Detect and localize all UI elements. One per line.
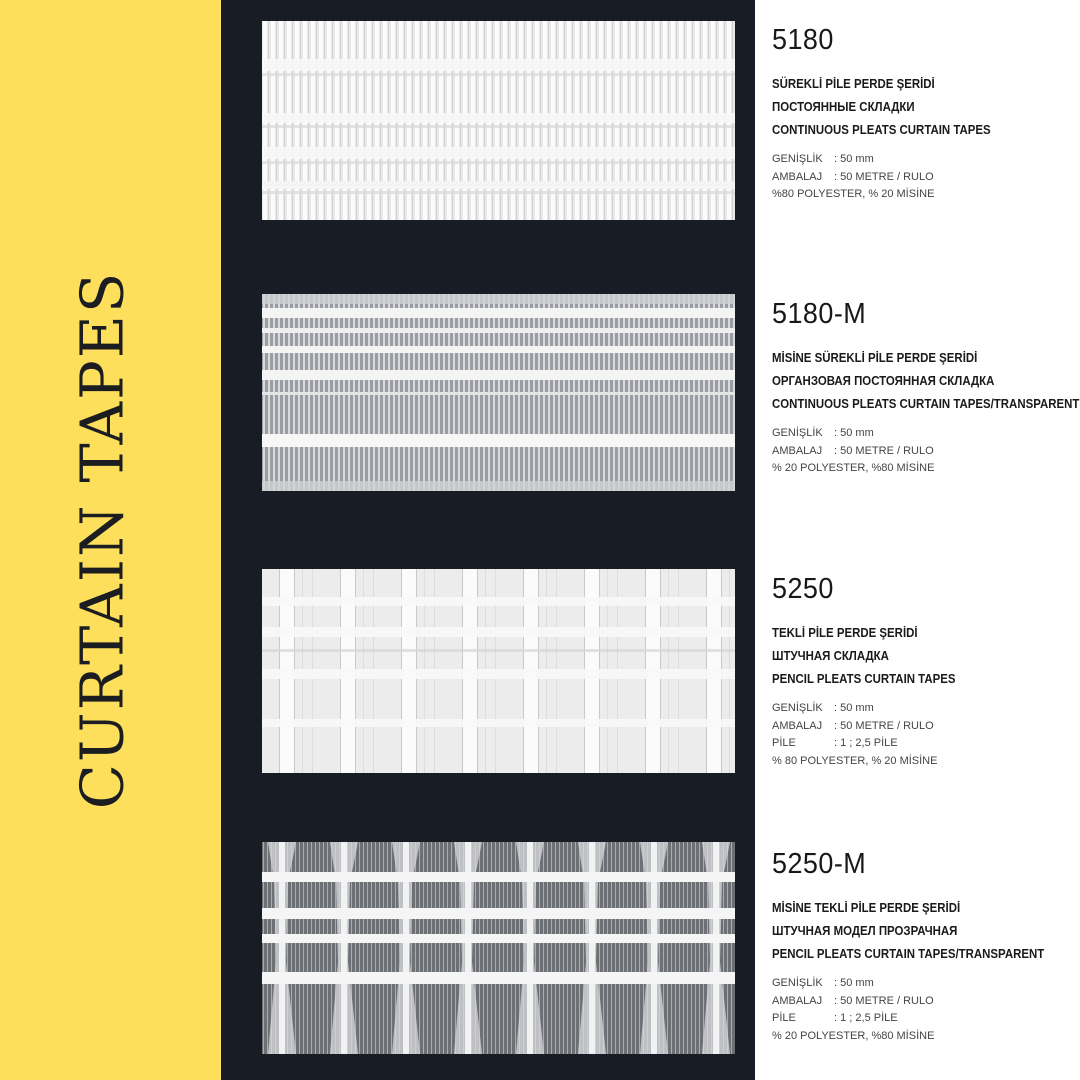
side-title: CURTAIN TAPES [67, 270, 137, 810]
spec-packaging: AMBALAJ : 50 METRE / RULO [772, 170, 934, 183]
product-name-ru: ШТУЧНАЯ СКЛАДКА [772, 648, 889, 663]
spec-packaging: AMBALAJ : 50 METRE / RULO [772, 719, 934, 732]
spec-packaging: AMBALAJ : 50 METRE / RULO [772, 994, 934, 1007]
yellow-side-panel [0, 0, 221, 1080]
product-name-en: CONTINUOUS PLEATS CURTAIN TAPES/TRANSPARENT [772, 396, 1080, 411]
product-code: 5250 [772, 573, 834, 605]
product-5180-info [772, 24, 1072, 204]
product-5180-m-info [772, 298, 1080, 478]
spec-pleat: PİLE : 1 ; 2,5 PİLE [772, 1012, 898, 1024]
spec-composition: % 20 POLYESTER, %80 MİSİNE [772, 462, 935, 474]
product-code: 5180 [772, 24, 834, 56]
product-specs [772, 975, 1072, 1045]
product-name-en: PENCIL PLEATS CURTAIN TAPES/TRANSPARENT [772, 946, 1045, 961]
spec-pleat: PİLE : 1 ; 2,5 PİLE [772, 737, 898, 749]
product-code: 5180-M [772, 298, 867, 330]
product-specs [772, 425, 1072, 478]
spec-width: GENİŞLİK : 50 mm [772, 153, 874, 165]
product-name-tr: MİSİNE SÜREKLİ PİLE PERDE ŞERİDİ [772, 350, 978, 365]
product-name-ru: ШТУЧНАЯ МОДЕЛ ПРОЗРАЧНАЯ [772, 923, 958, 938]
product-name-tr: SÜREKLİ PİLE PERDE ŞERİDİ [772, 76, 935, 91]
product-name-tr: MİSİNE TEKLİ PİLE PERDE ŞERİDİ [772, 900, 961, 915]
product-specs [772, 151, 1072, 204]
spec-width: GENİŞLİK : 50 mm [772, 427, 874, 439]
spec-width: GENİŞLİK : 50 mm [772, 702, 874, 714]
product-name-ru: ПОСТОЯННЫЕ СКЛАДКИ [772, 99, 915, 114]
spec-composition: % 80 POLYESTER, % 20 MİSİNE [772, 754, 938, 767]
tape-5180-m-image [262, 294, 735, 491]
product-5250-info [772, 573, 1072, 770]
product-specs [772, 700, 1072, 770]
tape-5250-image [262, 569, 735, 773]
tape-5180-image [262, 21, 735, 220]
product-name-en: CONTINUOUS PLEATS CURTAIN TAPES [772, 122, 991, 137]
product-name-en: PENCIL PLEATS CURTAIN TAPES [772, 671, 956, 686]
spec-composition: %80 POLYESTER, % 20 MİSİNE [772, 188, 935, 200]
tape-5250-m-image [262, 842, 735, 1054]
product-name-ru: ОРГАНЗОВАЯ ПОСТОЯННАЯ СКЛАДКА [772, 373, 995, 388]
spec-width: GENİŞLİK : 50 mm [772, 977, 874, 989]
product-code: 5250-M [772, 848, 867, 880]
product-name-tr: TEKLİ PİLE PERDE ŞERİDİ [772, 625, 918, 640]
product-5250-m-info [772, 848, 1072, 1045]
spec-packaging: AMBALAJ : 50 METRE / RULO [772, 444, 934, 457]
spec-composition: % 20 POLYESTER, %80 MİSİNE [772, 1029, 935, 1042]
